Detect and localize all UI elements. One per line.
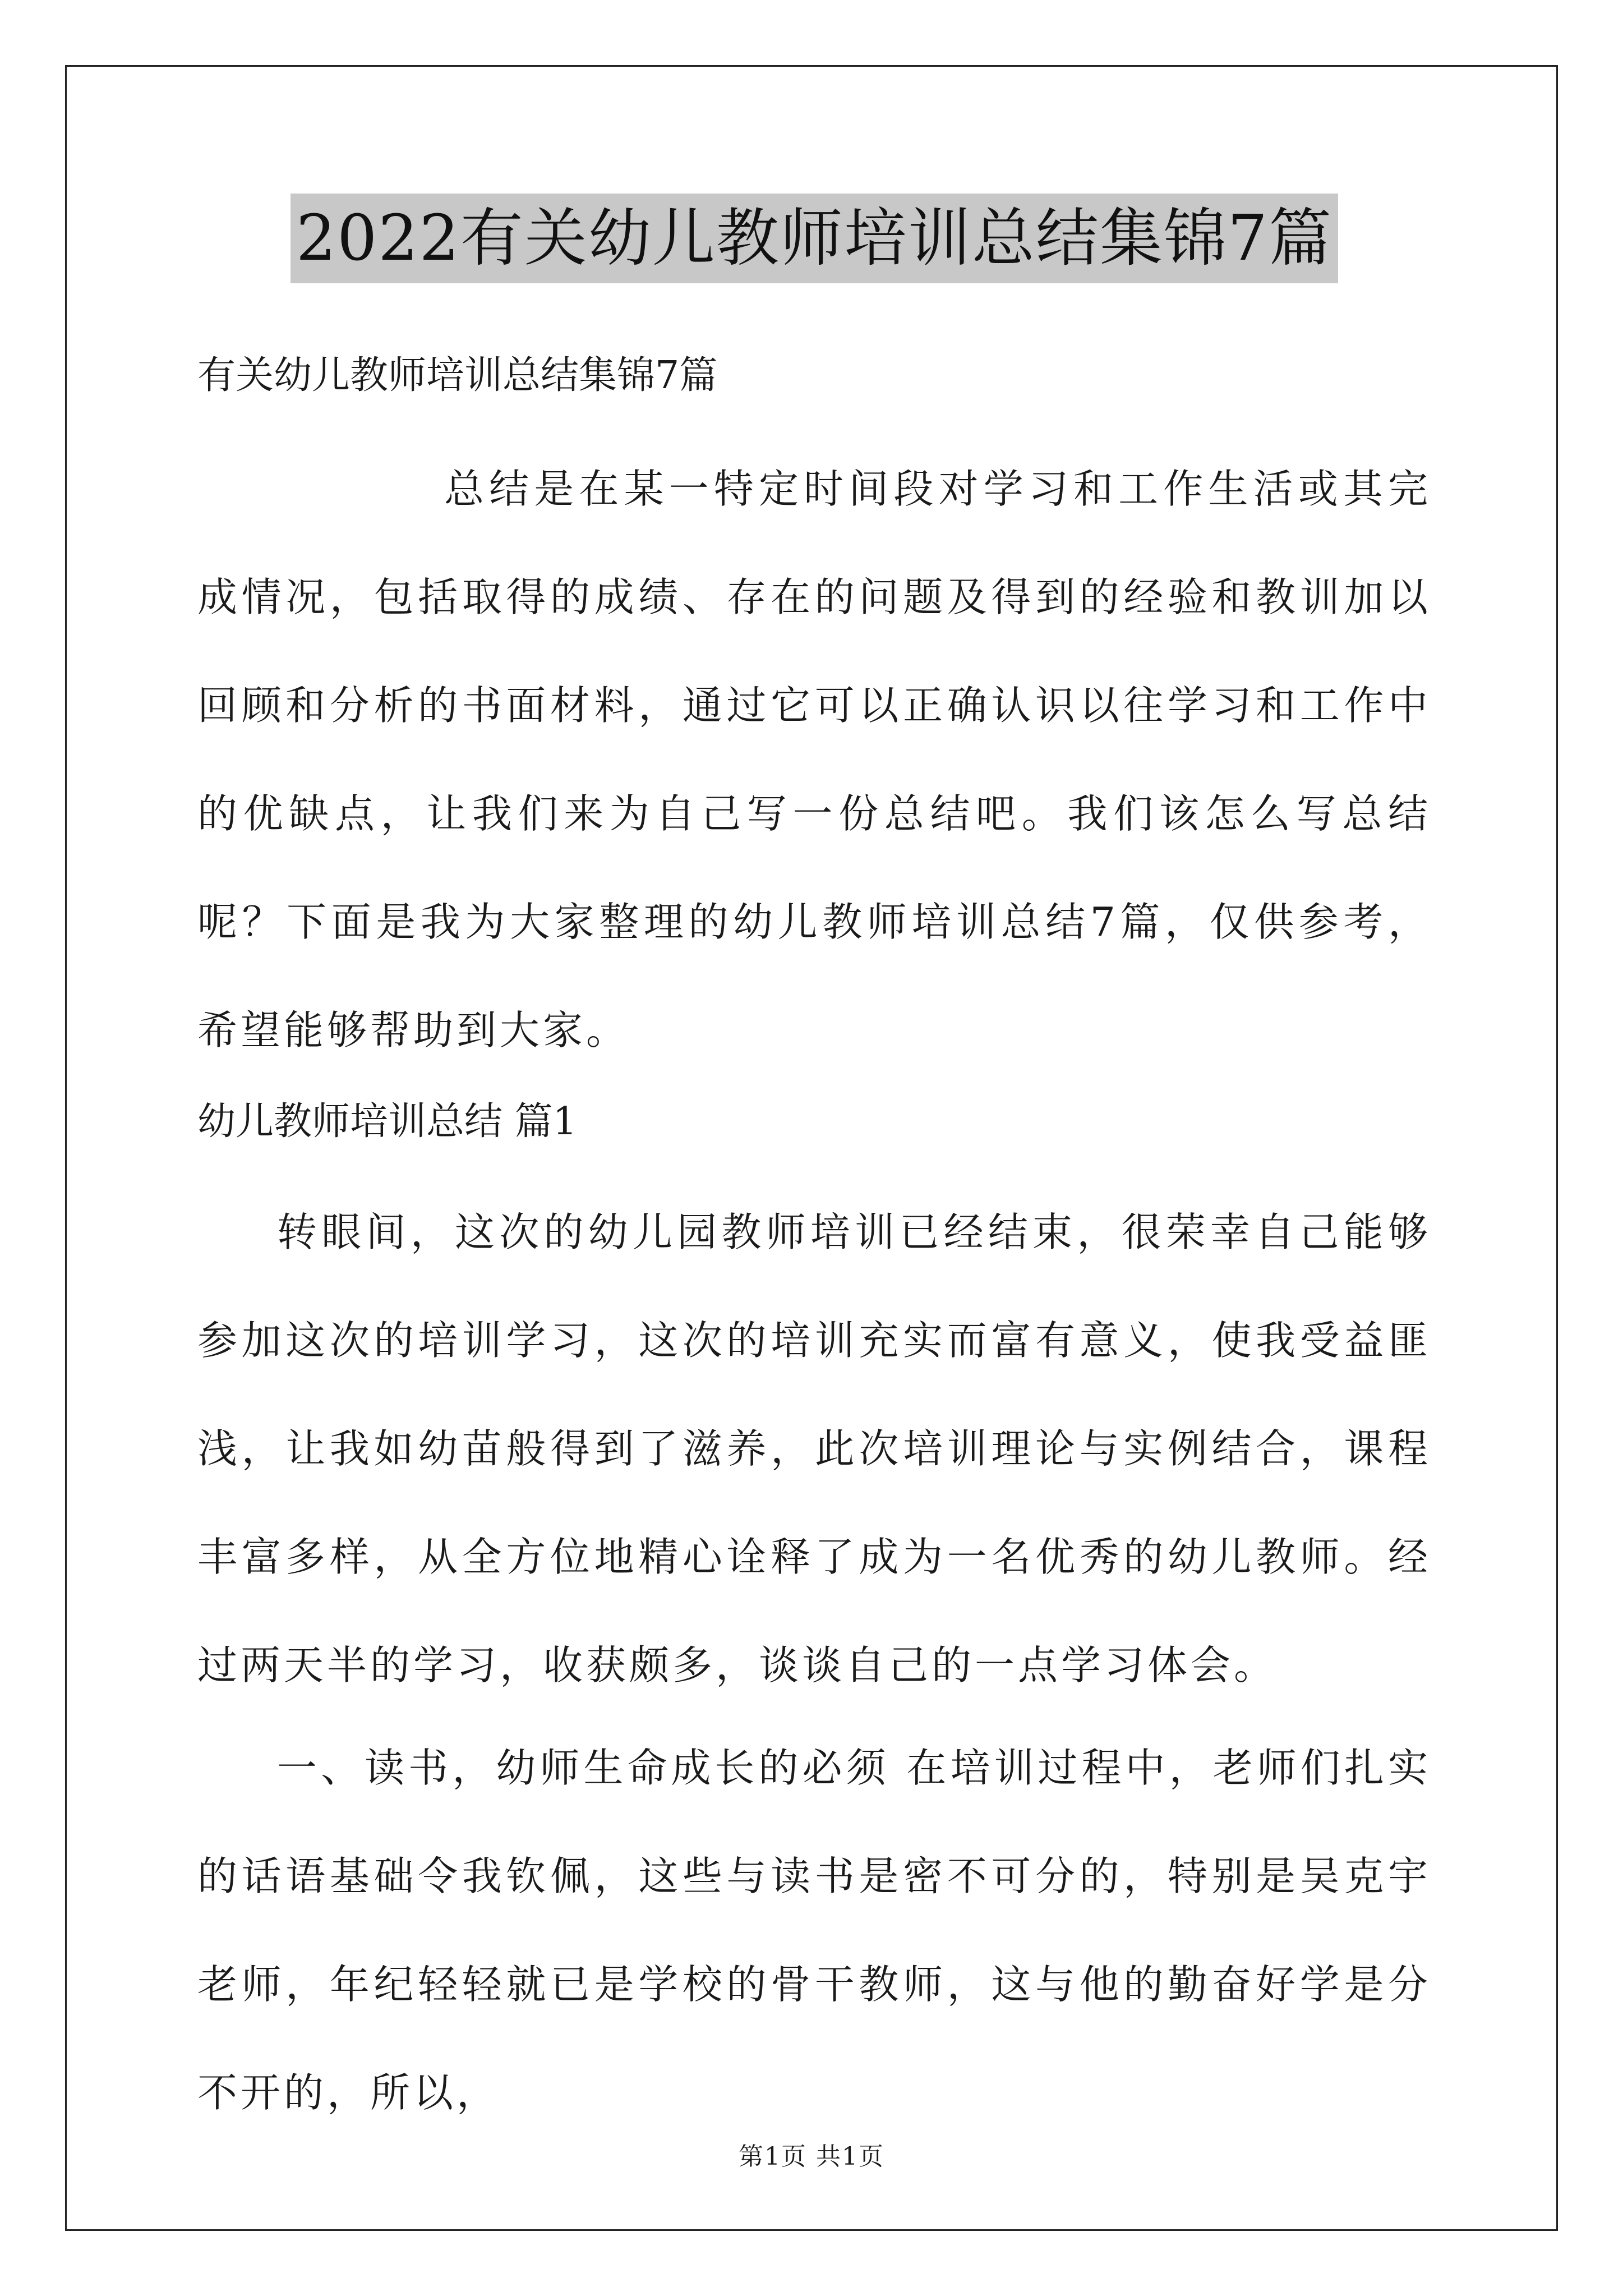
document-title: 2022有关幼儿教师培训总结集锦7篇 xyxy=(291,194,1338,283)
document-subtitle: 有关幼儿教师培训总结集锦7篇 xyxy=(197,353,718,398)
title-container xyxy=(197,194,1431,283)
body-paragraph-1: 转眼间，这次的幼儿园教师培训已经结束，很荣幸自己能够参加这次的培训学习，这次的培训充实而富有意义，使我受益匪浅，让我如幼苗般得到了滋养，此次培训理论与实例结合，课程丰富多样，从全方位地精心诠释了成为一名优秀的幼儿教师。经过两天半的学习，收获颇多，谈谈自己的一点学习体会。 xyxy=(197,1209,1431,1688)
section-heading: 幼儿教师培训总结 篇1 xyxy=(197,1099,577,1144)
page-footer: 第1页 共1页 xyxy=(739,2142,884,2171)
intro-paragraph: 总结是在某一特定时间段对学习和工作生活或其完成情况，包括取得的成绩、存在的问题及得到的经验和教训加以回顾和分析的书面材料，通过它可以正确认识以往学习和工作中的优缺点，让我们来为自己写一份总结吧。我们该怎么写总结呢？下面是我为大家整理的幼儿教师培训总结7篇，仅供参考，希望能够帮助到大家。 xyxy=(197,466,1431,1053)
body-paragraph-2: 一、读书，幼师生命成长的必须 在培训过程中，老师们扎实的话语基础令我钦佩，这些与读书是密不可分的，特别是吴克宇老师，年纪轻轻就已是学校的骨干教师，这与他的勤奋好学是分不开的，所以， xyxy=(197,1745,1431,2116)
